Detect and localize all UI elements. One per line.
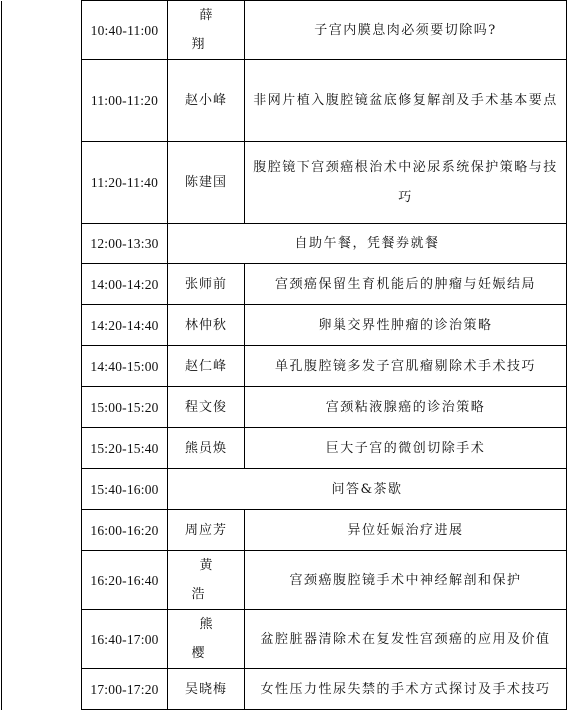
table-row <box>2 669 567 710</box>
left-margin-column <box>2 1 82 710</box>
topic-cell: 单孔腹腔镜多发子宫肌瘤剔除术手术技巧 <box>245 346 567 387</box>
speaker-cell: 熊员焕 <box>168 428 245 469</box>
speaker-cell: 吴晓梅 <box>168 669 245 710</box>
table-row <box>2 1 567 60</box>
time-cell: 16:00-16:20 <box>82 510 168 551</box>
topic-cell: 腹腔镜下宫颈癌根治术中泌尿系统保护策略与技巧 <box>245 142 567 224</box>
time-cell: 15:00-15:20 <box>82 387 168 428</box>
time-cell: 14:40-15:00 <box>82 346 168 387</box>
topic-cell: 宫颈癌腹腔镜手术中神经解剖和保护 <box>245 551 567 610</box>
table-row <box>2 469 567 510</box>
time-cell: 17:00-17:20 <box>82 669 168 710</box>
topic-cell: 子宫内膜息肉必须要切除吗? <box>245 1 567 60</box>
topic-cell: 女性压力性尿失禁的手术方式探讨及手术技巧 <box>245 669 567 710</box>
speaker-cell: 赵小峰 <box>168 60 245 142</box>
time-cell: 11:00-11:20 <box>82 60 168 142</box>
time-cell: 15:20-15:40 <box>82 428 168 469</box>
time-cell: 15:40-16:00 <box>82 469 168 510</box>
speaker-cell: 熊 樱 <box>168 610 245 669</box>
table-row <box>2 224 567 264</box>
speaker-cell: 黄 浩 <box>168 551 245 610</box>
break-cell: 问答&茶歇 <box>168 469 567 510</box>
speaker-cell: 薛 翔 <box>168 1 245 60</box>
table-row <box>2 387 567 428</box>
topic-cell: 非网片植入腹腔镜盆底修复解剖及手术基本要点 <box>245 60 567 142</box>
speaker-cell: 林仲秋 <box>168 305 245 346</box>
time-cell: 12:00-13:30 <box>82 224 168 264</box>
table-row <box>2 60 567 142</box>
topic-cell: 宫颈粘液腺癌的诊治策略 <box>245 387 567 428</box>
table-row <box>2 142 567 224</box>
table-row <box>2 551 567 610</box>
topic-cell: 盆腔脏器清除术在复发性宫颈癌的应用及价值 <box>245 610 567 669</box>
table-row <box>2 346 567 387</box>
time-cell: 16:20-16:40 <box>82 551 168 610</box>
topic-cell: 宫颈癌保留生育机能后的肿瘤与妊娠结局 <box>245 264 567 305</box>
speaker-cell: 赵仁峰 <box>168 346 245 387</box>
table-row <box>2 510 567 551</box>
schedule-table <box>1 0 567 710</box>
topic-cell: 异位妊娠治疗进展 <box>245 510 567 551</box>
time-cell: 11:20-11:40 <box>82 142 168 224</box>
topic-cell: 卵巢交界性肿瘤的诊治策略 <box>245 305 567 346</box>
topic-cell: 巨大子宫的微创切除手术 <box>245 428 567 469</box>
speaker-cell: 程文俊 <box>168 387 245 428</box>
table-row <box>2 264 567 305</box>
speaker-cell: 张师前 <box>168 264 245 305</box>
table-row <box>2 305 567 346</box>
break-cell: 自助午餐，凭餐券就餐 <box>168 224 567 264</box>
speaker-cell: 周应芳 <box>168 510 245 551</box>
time-cell: 16:40-17:00 <box>82 610 168 669</box>
table-row <box>2 610 567 669</box>
time-cell: 10:40-11:00 <box>82 1 168 60</box>
time-cell: 14:20-14:40 <box>82 305 168 346</box>
time-cell: 14:00-14:20 <box>82 264 168 305</box>
speaker-cell: 陈建国 <box>168 142 245 224</box>
table-row <box>2 428 567 469</box>
